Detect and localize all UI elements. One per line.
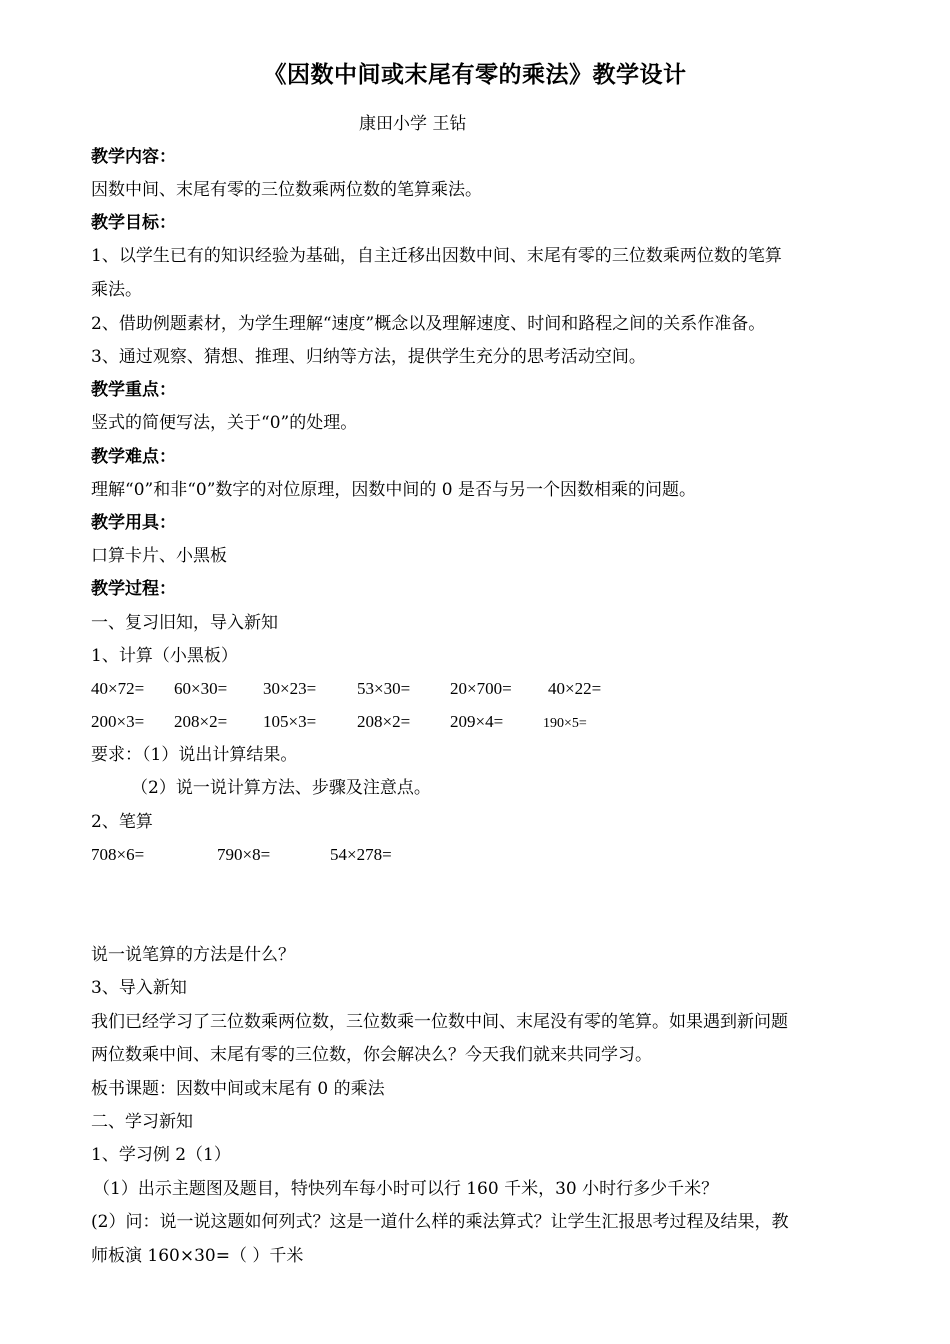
paragraph: 板书课题：因数中间或末尾有 0 的乘法 [91,1079,385,1099]
calc-item: 20×700= [450,679,512,698]
calc-item: 208×2= [357,712,411,731]
calc-item: 200×3= [91,712,145,731]
calc-item: 105×3= [263,712,317,731]
written-calc-item: 790×8= [217,845,271,864]
written-calc-item: 54×278= [330,845,392,864]
calc-item: 40×72= [91,679,145,698]
paragraph: 我们已经学习了三位数乘两位数，三位数乘一位数中间、末尾没有零的笔算。如果遇到新问题 [91,1012,788,1032]
written-calc-item: 708×6= [91,845,145,864]
paragraph: 竖式的简便写法，关于“0”的处理。 [91,413,358,433]
paragraph: 3、通过观察、猜想、推理、归纳等方法，提供学生充分的思考活动空间。 [91,347,646,367]
paragraph: （1）出示主题图及题目，特快列车每小时可以行 160 千米，30 小时行多少千米？ [93,1179,719,1199]
paragraph: 一、复习旧知，导入新知 [91,613,278,633]
paragraph: 说一说笔算的方法是什么？ [91,945,295,965]
heading-content: 教学内容： [91,147,176,167]
paragraph: 口算卡片、小黑板 [91,546,227,566]
calc-item: 30×23= [263,679,317,698]
paragraph: 两位数乘中间、末尾有零的三位数，你会解决么？今天我们就来共同学习。 [91,1045,652,1065]
paragraph: 3、导入新知 [91,978,187,998]
heading-key-points: 教学重点： [91,380,176,400]
document-title: 《因数中间或末尾有零的乘法》教学设计 [263,62,687,88]
author-line: 康田小学 王钻 [359,114,467,134]
heading-tools: 教学用具： [91,513,176,533]
paragraph: 2、借助例题素材，为学生理解“速度”概念以及理解速度、时间和路程之间的关系作准备。 [91,314,766,334]
heading-goals: 教学目标： [91,213,176,233]
paragraph: 1、计算（小黑板） [91,646,238,666]
paragraph: 1、以学生已有的知识经验为基础，自主迁移出因数中间、末尾有零的三位数乘两位数的笔算 [91,246,782,266]
paragraph: 乘法。 [91,280,142,300]
paragraph: 要求：（1）说出计算结果。 [91,745,298,765]
calc-item: 53×30= [357,679,411,698]
paragraph: 因数中间、末尾有零的三位数乘两位数的笔算乘法。 [91,180,482,200]
paragraph: （2）说一说计算方法、步骤及注意点。 [131,778,431,798]
calc-item: 40×22= [548,679,602,698]
calc-item: 209×4= [450,712,504,731]
calc-item: 208×2= [174,712,228,731]
paragraph: 理解“0”和非“0”数字的对位原理，因数中间的 0 是否与另一个因数相乘的问题。 [91,480,697,500]
calc-item: 60×30= [174,679,228,698]
heading-difficulties: 教学难点： [91,447,176,467]
paragraph: 1、学习例 2（1） [91,1145,231,1165]
calc-item: 190×5= [543,716,587,731]
paragraph: 2、笔算 [91,812,153,832]
paragraph: 师板演 160×30=（ ）千米 [91,1246,304,1266]
heading-process: 教学过程： [91,579,176,599]
paragraph: (2）问：说一说这题如何列式？这是一道什么样的乘法算式？让学生汇报思考过程及结果，教 [91,1212,789,1232]
paragraph: 二、学习新知 [91,1112,193,1132]
